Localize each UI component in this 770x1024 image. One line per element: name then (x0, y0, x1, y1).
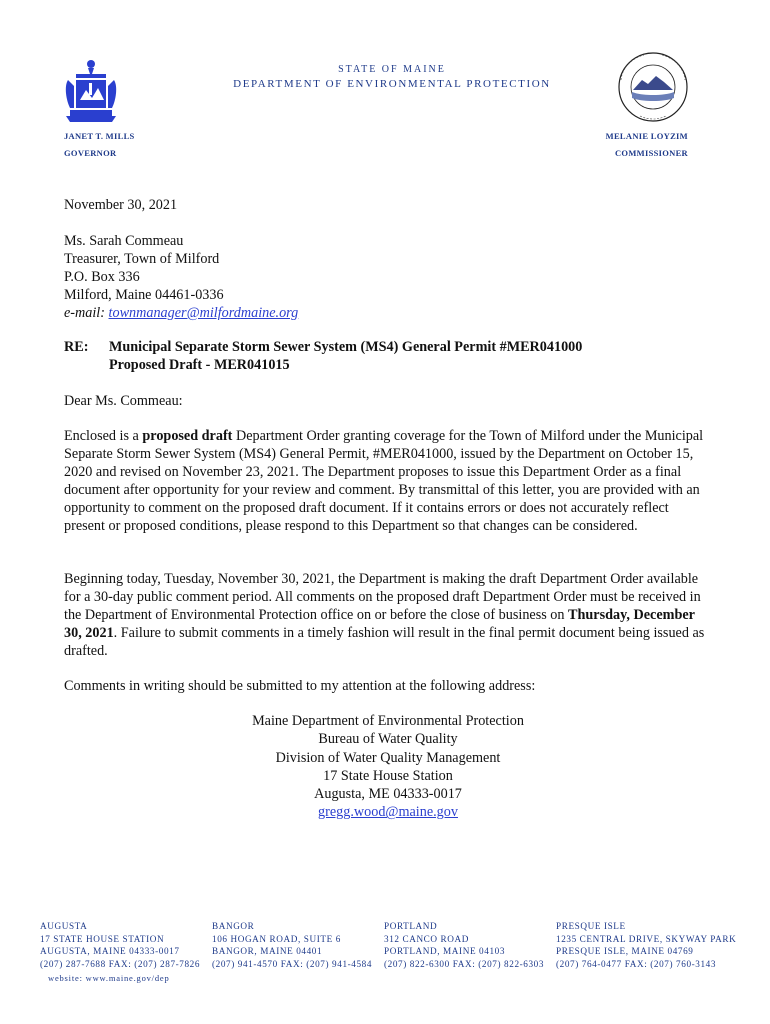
office-citystate: PRESQUE ISLE, MAINE 04769 (556, 946, 694, 956)
para1-bold: proposed draft (142, 428, 233, 444)
footer-office-bangor (212, 920, 372, 970)
para1-text-pre: Enclosed is a (64, 428, 143, 444)
governor-title: GOVERNOR (64, 148, 117, 158)
paragraph-1 (64, 427, 712, 535)
recipient-name: Ms. Sarah Commeau (64, 233, 184, 249)
footer-office-augusta (40, 920, 200, 970)
re-label: RE: (64, 339, 89, 355)
para2-bold-date: Thursday, December 30, 2021 (64, 607, 695, 641)
department-heading: DEPARTMENT OF ENVIRONMENTAL PROTECTION (233, 78, 551, 90)
state-heading: STATE OF MAINE (338, 64, 446, 75)
letter-date: November 30, 2021 (64, 197, 178, 213)
office-city: AUGUSTA (40, 921, 88, 931)
office-phone: (207) 941-4570 FAX: (207) 941-4584 (212, 958, 373, 969)
governor-name: JANET T. MILLS (64, 131, 135, 141)
recipient-city: Milford, Maine 04461-0336 (64, 287, 224, 303)
paragraph-3: Comments in writing should be submitted to my attention at the following address: (64, 678, 536, 694)
office-phone: (207) 764-0477 FAX: (207) 760-3143 (556, 958, 717, 969)
commissioner-title: COMMISSIONER (614, 148, 688, 158)
commissioner-name: MELANIE LOYZIM (605, 131, 688, 141)
recipient-po-box: P.O. Box 336 (64, 269, 140, 285)
para2-text-pre: Beginning today, Tuesday, November 30, 2021, the Department is making the draft Department Order available for a 30-day public comment period. All comments on the proposed draft Department Order must be received in the Department of Environmental Protection office on or before the close of business on (64, 571, 701, 623)
mailing-address (64, 712, 712, 822)
office-street: 106 HOGAN ROAD, SUITE 6 (212, 933, 341, 944)
subject-line-1: Municipal Separate Storm Sewer System (MS4) General Permit #MER041000 (109, 339, 583, 355)
office-city: BANGOR (212, 921, 255, 931)
salutation: Dear Ms. Commeau: (64, 393, 183, 409)
office-phone: (207) 822-6300 FAX: (207) 822-6303 (384, 958, 545, 969)
footer-website[interactable]: website: www.maine.gov/dep (48, 973, 170, 983)
subject-block (64, 338, 712, 374)
address-line-3: Division of Water Quality Management (275, 749, 501, 766)
office-citystate: PORTLAND, MAINE 04103 (384, 946, 506, 956)
address-line-4: 17 State House Station (323, 767, 453, 784)
office-citystate: BANGOR, MAINE 04401 (212, 946, 323, 956)
recipient-email-link[interactable]: townmanager@milfordmaine.org (108, 305, 299, 321)
footer-office-portland (384, 920, 544, 970)
office-city: PRESQUE ISLE (556, 921, 626, 931)
recipient-email-line (64, 304, 712, 322)
address-email-link[interactable]: gregg.wood@maine.gov (318, 804, 458, 821)
recipient-title: Treasurer, Town of Milford (64, 251, 220, 267)
office-citystate: AUGUSTA, MAINE 04333-0017 (40, 946, 180, 956)
office-street: 312 CANCO ROAD (384, 933, 469, 944)
office-street: 17 STATE HOUSE STATION (40, 933, 165, 944)
recipient-block (64, 232, 712, 322)
para1-text-post: Department Order granting coverage for the Town of Milford under the Municipal Separate Storm Sewer System (MS4) General Permit, #MER041000, issued by the Department on October 15, 2020 and revised on November 23, 2021. The Department proposes to issue this Department Order as a final document after opportunity for your review and comment. By transmittal of this letter, you are provided with an opportunity to comment on the proposed draft document. If it contains errors or does not accurately reflect present or proposed conditions, please respond to this Department so that changes can be considered. (64, 428, 704, 534)
subject-line-2: Proposed Draft - MER041015 (109, 357, 290, 373)
address-line-5: Augusta, ME 04333-0017 (314, 786, 462, 803)
office-street: 1235 CENTRAL DRIVE, SKYWAY PARK (556, 933, 737, 944)
office-phone: (207) 287-7688 FAX: (207) 287-7826 (40, 958, 201, 969)
address-line-2: Bureau of Water Quality (318, 731, 458, 748)
address-line-1: Maine Department of Environmental Protection (252, 713, 524, 729)
footer-office-presque-isle (556, 920, 736, 970)
office-city: PORTLAND (384, 921, 438, 931)
email-label: e-mail: (64, 305, 109, 321)
paragraph-2 (64, 570, 712, 660)
para2-text-post: . Failure to submit comments in a timely fashion will result in the final permit document being issued as drafted. (64, 625, 705, 659)
